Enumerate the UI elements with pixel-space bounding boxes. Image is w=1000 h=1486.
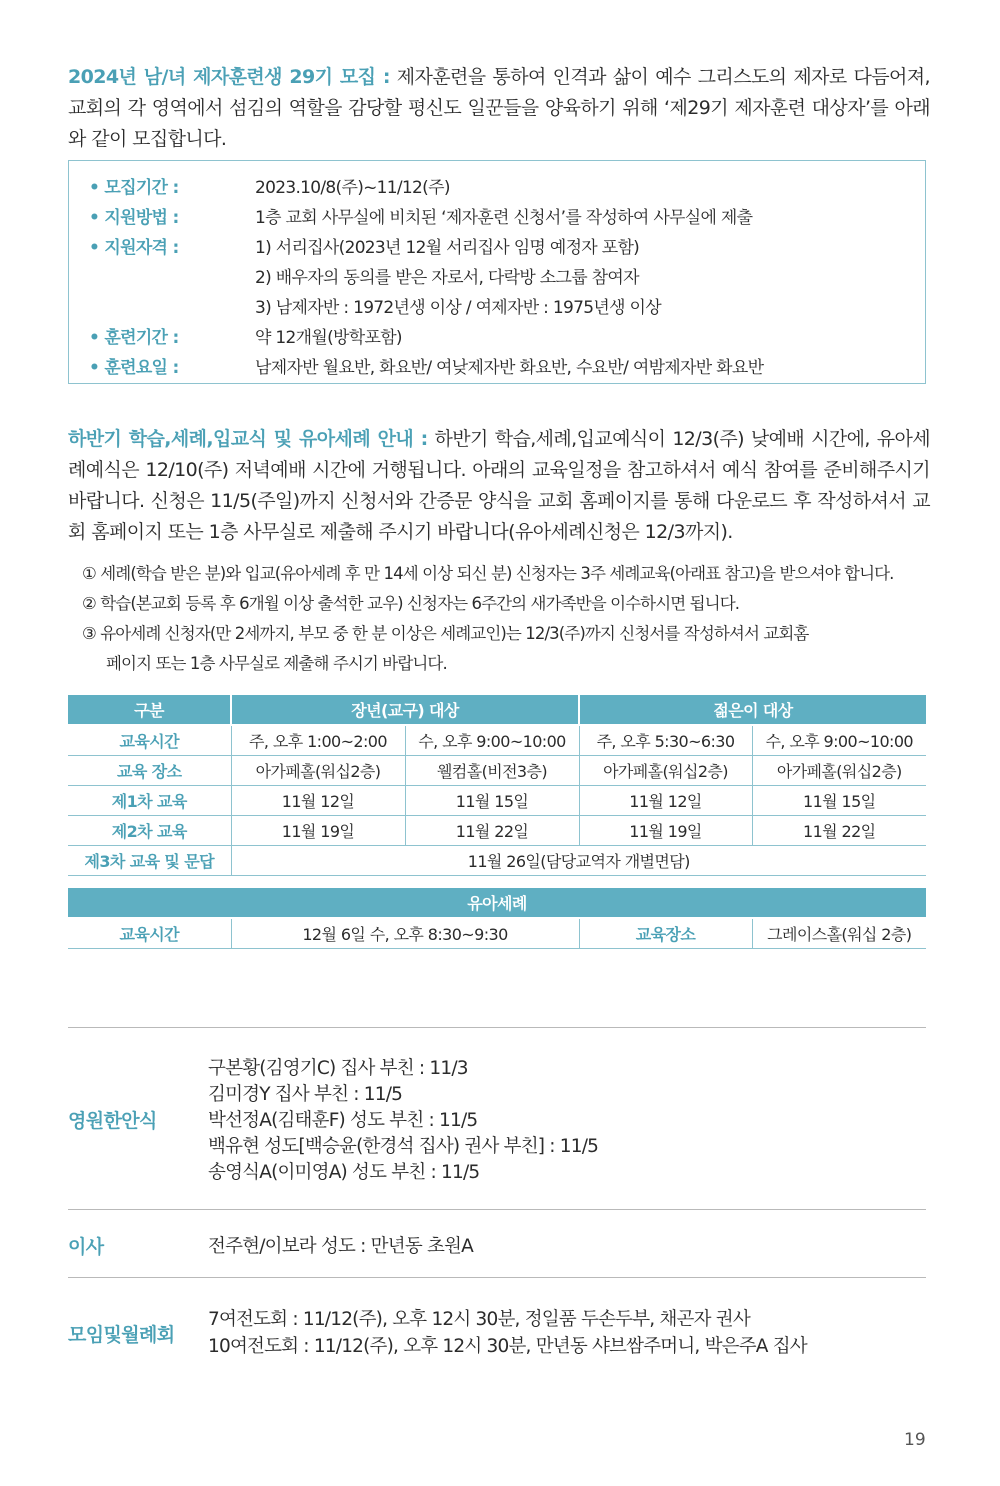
divider xyxy=(68,1027,926,1028)
row-label-place: 교육 장소 xyxy=(68,756,231,786)
qualification-2: 2) 배우자의 동의를 받은 자로서, 다락방 소그룹 참여자 xyxy=(255,268,639,288)
period-value: 2023.10/8(주)~11/12(주) xyxy=(255,178,450,198)
duration-label: • 훈련기간 : xyxy=(89,328,179,348)
funeral-item: 송영식A(이미영A) 성도 부친 : 11/5 xyxy=(208,1162,480,1183)
table-cell: 웰컴홀(비전3층) xyxy=(405,756,579,786)
table-cell: 11월 26일(담당교역자 개별면담) xyxy=(231,846,926,876)
table-header-row xyxy=(68,888,926,918)
period-label: • 모집기간 : xyxy=(89,178,179,198)
table-cell: 주, 오후 5:30~6:30 xyxy=(579,725,752,756)
days-label: • 훈련요일 : xyxy=(89,358,179,378)
infant-baptism-table xyxy=(68,888,926,949)
baptism-body: 하반기 학습,세례,입교예식이 12/3(주) 낮예배 시간에, 유아세례예식은 12/10(주) 저녁예배 시간에 거행됩니다. 아래의 교육일정을 참고하셔서 예식 참여를 준비해주시기 바랍니다. 신청은 11/5(주일)까지 신청서와 간증문 양식을 교회 홈페이지를 통해 다운로드 후 작성하셔서 교회 홈페이지 또는 1층 사무실로 제출해 주시기 바랍니다(유아세례신청은 12/3까지). xyxy=(68,428,930,543)
row-label-second: 제2차 교육 xyxy=(68,816,231,846)
days-value: 남제자반 월요반, 화요반/ 여낮제자반 화요반, 수요반/ 여밤제자반 화요반 xyxy=(255,358,764,378)
row-label-time: 교육시간 xyxy=(68,725,231,756)
table-cell: 11월 15일 xyxy=(405,786,579,816)
baptism-note-3-cont: 페이지 또는 1층 사무실로 제출해 주시기 바랍니다. xyxy=(106,654,447,673)
meeting-label: 모임및월례회 xyxy=(68,1324,175,1346)
funeral-item: 구본황(김영기C) 집사 부친 : 11/3 xyxy=(208,1058,468,1079)
method-value: 1층 교회 사무실에 비치된 ‘제자훈련 신청서’를 작성하여 사무실에 제출 xyxy=(255,208,753,228)
infant-time-label: 교육시간 xyxy=(68,918,231,949)
baptism-note-3: ③ 유아세례 신청자(만 2세까지, 부모 중 한 분 이상은 세례교인)는 12/3(주)까지 신청서를 작성하셔서 교회홈 xyxy=(82,624,809,643)
meeting-item: 7여전도회 : 11/12(주), 오후 12시 30분, 정일품 두손두부, 채곤자 권사 xyxy=(208,1309,750,1330)
infant-place-label: 교육장소 xyxy=(579,918,752,949)
recruit-intro xyxy=(68,62,930,155)
duration-value: 약 12개월(방학포함) xyxy=(255,328,402,348)
table-cell: 11월 19일 xyxy=(579,816,752,846)
recruit-title: 2024년 남/녀 제자훈련생 29기 모집 : xyxy=(68,66,390,88)
recruit-body: 제자훈련을 통하여 인격과 삶이 예수 그리스도의 제자로 다듬어져, 교회의 각 영역에서 섬김의 역할을 감당할 평신도 일꾼들을 양육하기 위해 ‘제29기 제자훈련 대상자’를 아래와 같이 모집합니다. xyxy=(68,66,930,150)
table-row xyxy=(68,756,926,786)
moving-label: 이사 xyxy=(68,1236,104,1258)
qualification-3: 3) 남제자반 : 1972년생 이상 / 여제자반 : 1975년생 이상 xyxy=(255,298,661,318)
divider xyxy=(68,1209,926,1210)
table-header-row xyxy=(68,695,926,725)
table-cell: 수, 오후 9:00~10:00 xyxy=(752,725,926,756)
table-cell: 수, 오후 9:00~10:00 xyxy=(405,725,579,756)
divider xyxy=(68,1277,926,1278)
table-cell: 11월 22일 xyxy=(405,816,579,846)
table-cell: 아가페홀(워십2층) xyxy=(231,756,405,786)
table-cell: 주, 오후 1:00~2:00 xyxy=(231,725,405,756)
table-row xyxy=(68,816,926,846)
funeral-item: 박선정A(김태훈F) 성도 부친 : 11/5 xyxy=(208,1110,478,1131)
baptism-note-1: ① 세례(학습 받은 분)와 입교(유아세례 후 만 14세 이상 되신 분) 신청자는 3주 세례교육(아래표 참고)을 받으셔야 합니다. xyxy=(82,564,894,583)
infant-place-value: 그레이스홀(워십 2층) xyxy=(752,918,926,949)
row-label-third: 제3차 교육 및 문답 xyxy=(68,846,231,876)
funeral-label: 영원한안식 xyxy=(68,1110,157,1132)
baptism-title: 하반기 학습,세례,입교식 및 유아세례 안내 : xyxy=(68,428,428,450)
table-row xyxy=(68,918,926,949)
table-cell: 11월 22일 xyxy=(752,816,926,846)
table-cell: 11월 15일 xyxy=(752,786,926,816)
funeral-item: 김미경Y 집사 부친 : 11/5 xyxy=(208,1084,403,1105)
baptism-intro xyxy=(68,424,930,548)
header-young: 젊은이 대상 xyxy=(579,695,926,725)
infant-time-value: 12월 6일 수, 오후 8:30~9:30 xyxy=(231,918,579,949)
table-row xyxy=(68,846,926,876)
header-adult: 장년(교구) 대상 xyxy=(231,695,579,725)
table-cell: 아가페홀(워십2층) xyxy=(579,756,752,786)
recruit-info-box xyxy=(68,160,926,384)
header-category: 구분 xyxy=(68,695,231,725)
infant-header: 유아세례 xyxy=(68,888,926,918)
method-label: • 지원방법 : xyxy=(89,208,179,228)
funeral-item: 백유현 성도[백승윤(한경석 집사) 권사 부친] : 11/5 xyxy=(208,1136,599,1157)
qualification-label: • 지원자격 : xyxy=(89,238,179,258)
table-row xyxy=(68,725,926,756)
table-cell: 아가페홀(워십2층) xyxy=(752,756,926,786)
table-row xyxy=(68,786,926,816)
baptism-note-2: ② 학습(본교회 등록 후 6개월 이상 출석한 교우) 신청자는 6주간의 새가족반을 이수하시면 됩니다. xyxy=(82,594,740,613)
row-label-first: 제1차 교육 xyxy=(68,786,231,816)
qualification-1: 1) 서리집사(2023년 12월 서리집사 임명 예정자 포함) xyxy=(255,238,640,258)
page-number: 19 xyxy=(904,1430,926,1450)
table-cell: 11월 12일 xyxy=(579,786,752,816)
baptism-schedule-table xyxy=(68,695,926,876)
table-cell: 11월 12일 xyxy=(231,786,405,816)
meeting-item: 10여전도회 : 11/12(주), 오후 12시 30분, 만년동 샤브쌈주머니, 박은주A 집사 xyxy=(208,1336,807,1357)
table-cell: 11월 19일 xyxy=(231,816,405,846)
moving-item: 전주현/이보라 성도 : 만년동 초원A xyxy=(208,1236,473,1257)
